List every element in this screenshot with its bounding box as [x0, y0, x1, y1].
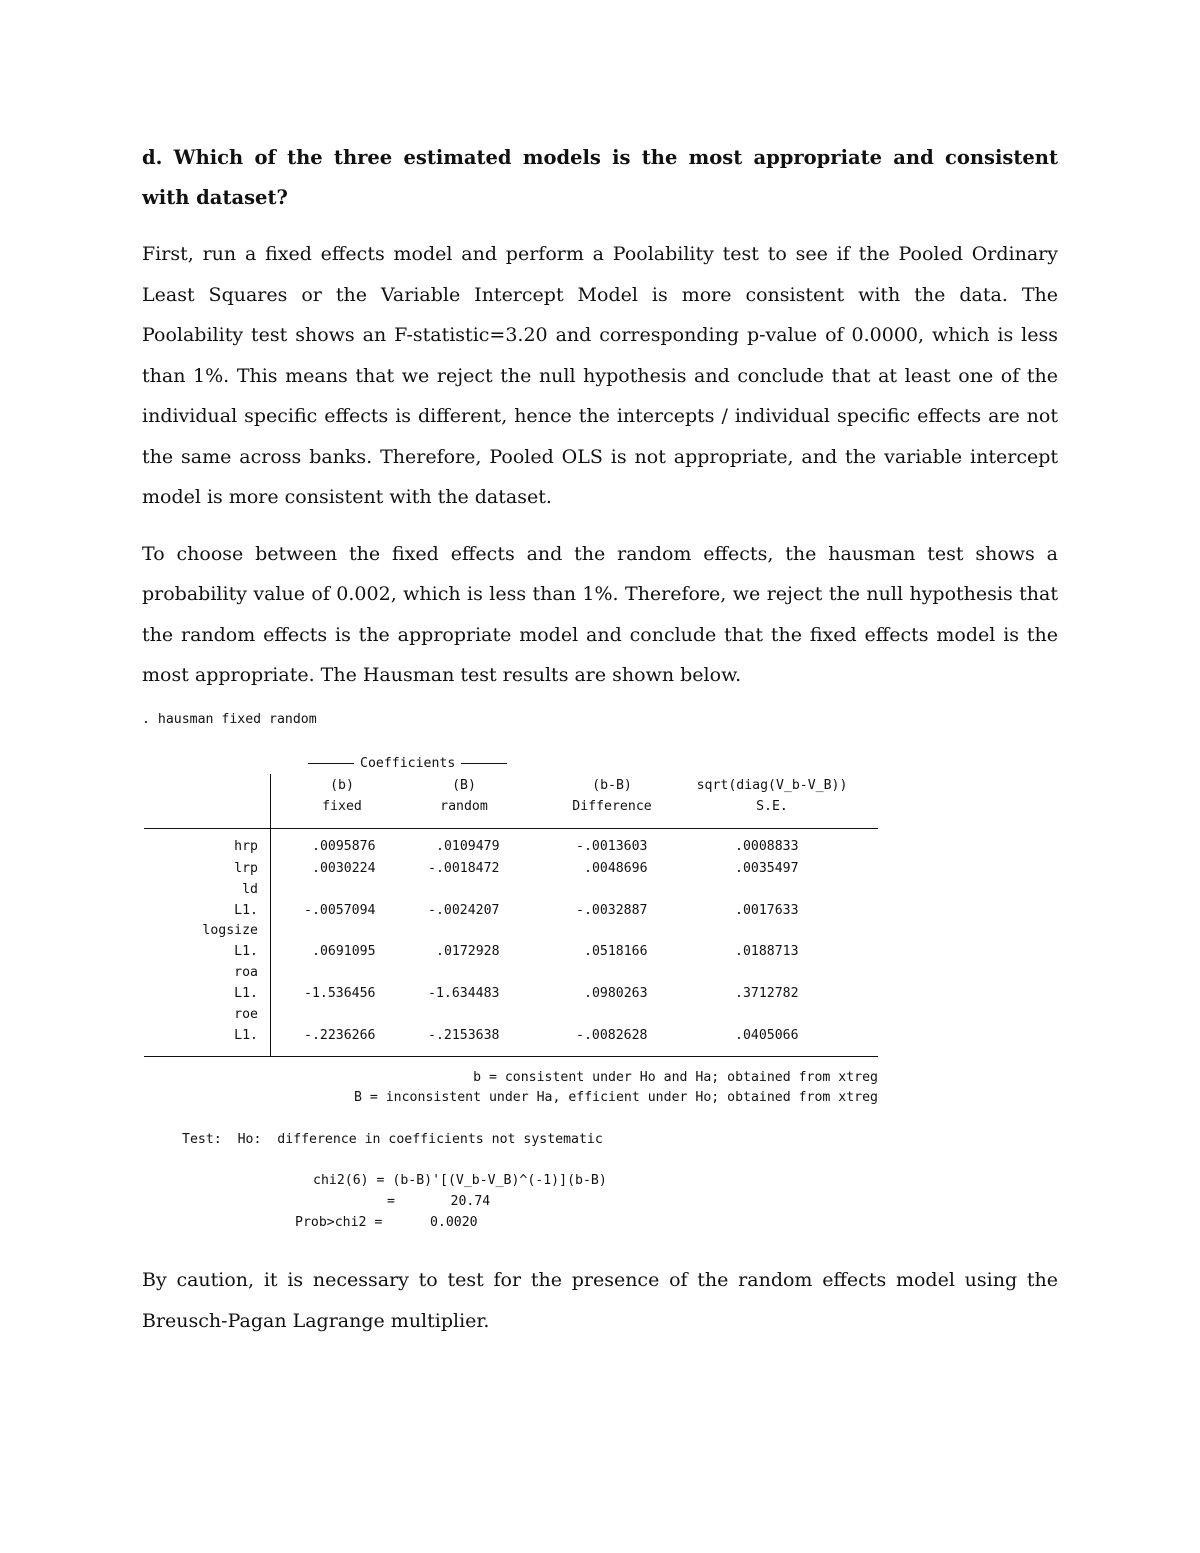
cell-B: -1.634483 [428, 986, 500, 1001]
cell-se: .0405066 [735, 1028, 799, 1043]
header-divider [270, 774, 271, 828]
cell-diff: .0518166 [584, 944, 648, 959]
table-bottom-rule [144, 1056, 878, 1057]
body-divider [270, 829, 271, 1056]
chi2-formula: chi2(6) = (b-B)'[(V_b-V_B)^(-1)](b-B) [313, 1173, 607, 1188]
row-label: hrp [234, 839, 258, 854]
row-label: logsize [202, 923, 258, 938]
col-se-line1: sqrt(diag(V_b-V_B)) [696, 778, 848, 793]
row-label: lrp [234, 861, 258, 876]
cell-B: -.0024207 [428, 903, 500, 918]
cell-B: -.0018472 [428, 861, 500, 876]
note-b: b = consistent under Ho and Ha; obtained from xtreg [473, 1070, 878, 1085]
cell-se: .0188713 [735, 944, 799, 959]
breusch-pagan-paragraph: By caution, it is necessary to test for the presence of the random effects model using the Breusch-Pagan Lagrange multiplier. [142, 1269, 1058, 1332]
poolability-paragraph: First, run a fixed effects model and perform a Poolability test to see if the Pooled Ordinary Least Squares or the Variable Intercept Model is more consistent with the data. The Poolability test shows an F-statistic=3.20 and corresponding p-value of 0.0000, which is less than 1%. This means that we reject the null hypothesis and conclude that at least one of the individual specific effects is different, hence the intercepts / individual specific effects are not the same across banks. Therefore, Pooled OLS is not appropriate, and the variable intercept model is more consistent with the dataset. [142, 243, 1058, 508]
cell-se: .0035497 [735, 861, 799, 876]
cell-b: -1.536456 [304, 986, 376, 1001]
col-B-line2: random [440, 799, 488, 814]
coefficients-header: Coefficients [302, 756, 512, 771]
cell-b: -.2236266 [304, 1028, 376, 1043]
conclusion-section [142, 1260, 1058, 1341]
document-body [142, 138, 1058, 696]
chi2-value: = 20.74 [387, 1194, 491, 1209]
cell-diff: -.0032887 [576, 903, 648, 918]
row-label: L1. [234, 944, 258, 959]
col-b-line1: (b) [330, 778, 354, 793]
test-hypothesis: Test: Ho: difference in coefficients not systematic [182, 1132, 603, 1147]
row-label: L1. [234, 903, 258, 918]
row-label: roa [234, 965, 258, 980]
prob-chi2: Prob>chi2 = 0.0020 [295, 1215, 478, 1230]
cell-B: .0109479 [436, 839, 500, 854]
col-B-line1: (B) [452, 778, 476, 793]
cell-b: .0030224 [312, 861, 376, 876]
col-diff-line1: (b-B) [592, 778, 632, 793]
cell-B: .0172928 [436, 944, 500, 959]
hausman-paragraph: To choose between the fixed effects and the random effects, the hausman test shows a probability value of 0.002, which is less than 1%. Therefore, we reject the null hypothesis that the random effects is the appropriate model and conclude that the fixed effects model is the most appropriate. The Hausman test results are shown below. [142, 542, 1058, 686]
stata-command: . hausman fixed random [142, 712, 317, 727]
col-b-line2: fixed [322, 799, 362, 814]
row-label: L1. [234, 986, 258, 1001]
cell-diff: .0980263 [584, 986, 648, 1001]
cell-b: .0691095 [312, 944, 376, 959]
row-label: L1. [234, 1028, 258, 1043]
col-se-line2: S.E. [756, 799, 788, 814]
cell-se: .0008833 [735, 839, 799, 854]
cell-diff: -.0082628 [576, 1028, 648, 1043]
table-top-rule [144, 828, 878, 829]
cell-diff: .0048696 [584, 861, 648, 876]
cell-se: .3712782 [735, 986, 799, 1001]
row-label: roe [234, 1007, 258, 1022]
note-B: B = inconsistent under Ha, efficient under Ho; obtained from xtreg [353, 1090, 878, 1105]
cell-b: .0095876 [312, 839, 376, 854]
cell-diff: -.0013603 [576, 839, 648, 854]
cell-se: .0017633 [735, 903, 799, 918]
cell-b: -.0057094 [304, 903, 376, 918]
col-diff-line2: Difference [572, 799, 652, 814]
row-label: ld [242, 882, 258, 897]
cell-B: -.2153638 [428, 1028, 500, 1043]
question-heading: d. Which of the three estimated models is the most appropriate and consistent with dataset? [142, 146, 1058, 209]
